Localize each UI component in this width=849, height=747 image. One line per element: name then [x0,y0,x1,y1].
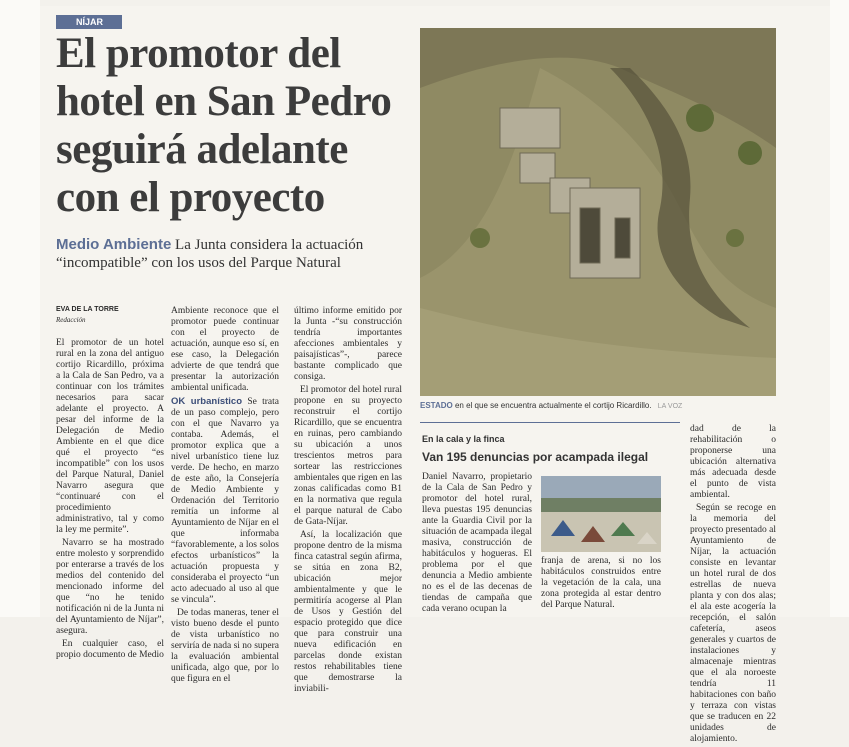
sidebar-tag: En la cala y la finca [422,434,505,444]
headline-line: seguirá adelante [56,126,348,173]
paragraph: Daniel Navarro, propietario de la Cala de San Pedro y promotor del hotel rural, lleva puestas 195 denuncias ante la Guardia Civil por la situación de acampada ilegal masiva, construcción de habitáculos y hogueras. El problema por el que denuncia a Medio ambiente no es el de las decenas de tiendas de campaña que cada verano ocupan la [422,472,532,614]
deck-kicker: Medio Ambiente [56,236,172,253]
section-tag: NÍJAR [56,15,122,29]
sidebar-title: Van 195 denuncias por acampada ilegal [422,450,649,464]
subhead: OK urbanístico [171,396,243,407]
sidebar-column-2 [541,556,661,613]
caption-text: en el que se encuentra actualmente el cortijo Ricardillo. [454,401,652,410]
photo-credit: LA VOZ [657,403,683,410]
paragraph: En cualquier caso, el propio documento de Medio [56,639,164,660]
paragraph [171,396,279,606]
paragraph: dad de la rehabilitación o proponerse una ubicación alternativa más adecuada desde el punto de vista ambiental. [690,424,776,500]
byline-author: EVA DE LA TORRE [56,306,119,313]
scan-right-margin [830,0,849,617]
paragraph: Ambiente reconoce que el promotor puede continuar con el proyecto de actuación, aunque eso sí, en ese caso, la Delegación advierte de que tendrá que presentar la autorización ambiental unificada. [171,306,279,393]
paragraph: franja de arena, si no los habitáculos construidos entre la vegetación de la cala, una zona protegida al estar dentro del Parque Natural. [541,556,661,610]
body-column-4 [690,424,776,747]
sidebar-rule [420,422,680,423]
paragraph: Así, la localización que propone dentro de la misma finca catastral según afirma, se sitúa en zona B2, ubicación mejor ambientalmente y que le permitiría acogerse al Plan de Usos y Gestión del espacio protegido que dice que para construir una nueva edificación en parcelas donde existan restos rehabilitables tiene que demostrarse la inviabili- [294,530,402,694]
byline-role: Redacción [56,316,86,324]
body-column-2 [171,306,279,687]
ruins-photo-illustration [420,28,776,396]
sidebar-column-1 [422,472,532,617]
caption-kicker: ESTADO [420,401,453,410]
paragraph: último informe emitido por la Junta -“su construcción tendría importantes afecciones ambientales y paisajísticas”-, parece bastante complicado que consiga. [294,306,402,382]
scan-left-margin [0,0,40,617]
headline-line: hotel en San Pedro [56,78,392,125]
paragraph: El promotor de un hotel rural en la zona del antiguo cortijo Ricardillo, próxima a la Cala de San Pedro, va a continuar con los trámites necesarios para sacar adelante el proyecto. A pesar del informe de la Delegación de Medio Ambiente en el que dice qué el proyecto “es incompatible” con los usos del Parque Natural, Daniel Navarro asegura que “continuaré con el procedimiento administrativo, tal y como la ley me permite”. [56,338,164,535]
body-column-3 [294,306,402,697]
ruins-photo [420,28,776,396]
body-column-1 [56,338,164,663]
campsite-photo [541,476,661,552]
paragraph: De todas maneras, tener el visto bueno desde el punto de vista urbanístico no serviría de nada si no supera la evaluación ambiental unificada, algo que, por lo que figura en el [171,608,279,684]
headline [56,30,416,222]
headline-line: El promotor del [56,30,341,77]
paragraph-text: Se trata de un paso complejo, pero con el que Navarro ya contaba. Además, el promotor explica que a nivel urbanístico tiene luz verde. De hecho, en marzo de este año, la Consejería de Medio Ambiente y Ordenación del Territorio remitía un informe al Ayuntamiento de Níjar en el que informaba “favorablemente, a los solos efectos urbanísticos” la actuación propuesta y consideraba el proyecto “un acto adecuado al uso al que se vincula”. [171,397,279,605]
headline-line: con el proyecto [56,174,325,221]
deck-text: La Junta considera la actuación “incompatible” con los usos del Parque Natural [56,237,364,271]
paragraph: Según se recoge en la memoria del proyecto presentado al Ayuntamiento de Níjar, la actuación consiste en levantar un hotel rural de dos estrellas de nueva planta y con dos alas; el ala este acogería la recepción, el salón cafetería, aseos generales y cuartos de instalaciones y almacenaje mientras que el ala noroeste tendría 11 habitaciones con baño y terraza con vistas que se traducen en 22 unidades de alojamiento. [690,503,776,744]
paragraph: El promotor del hotel rural propone en su proyecto reconstruir el cortijo Ricardillo, que se encuentra en ruinas, pero cambiando su ubicación a unos trescientos metros para sortear las restricciones ambientales que rigen en las zonas calificadas como B1 en la normativa que regula el parque natural de Cabo de Gata-Níjar. [294,385,402,527]
deck [56,236,416,272]
paragraph: Navarro se ha mostrado entre molesto y sorprendido por enterarse a través de los medios del contenido del mencionado informe del que “no he tenido notificación ni de la Junta ni del Ayuntamiento de Níjar”, asegura. [56,538,164,636]
photo-caption [420,401,776,410]
campsite-photo-illustration [541,476,661,552]
